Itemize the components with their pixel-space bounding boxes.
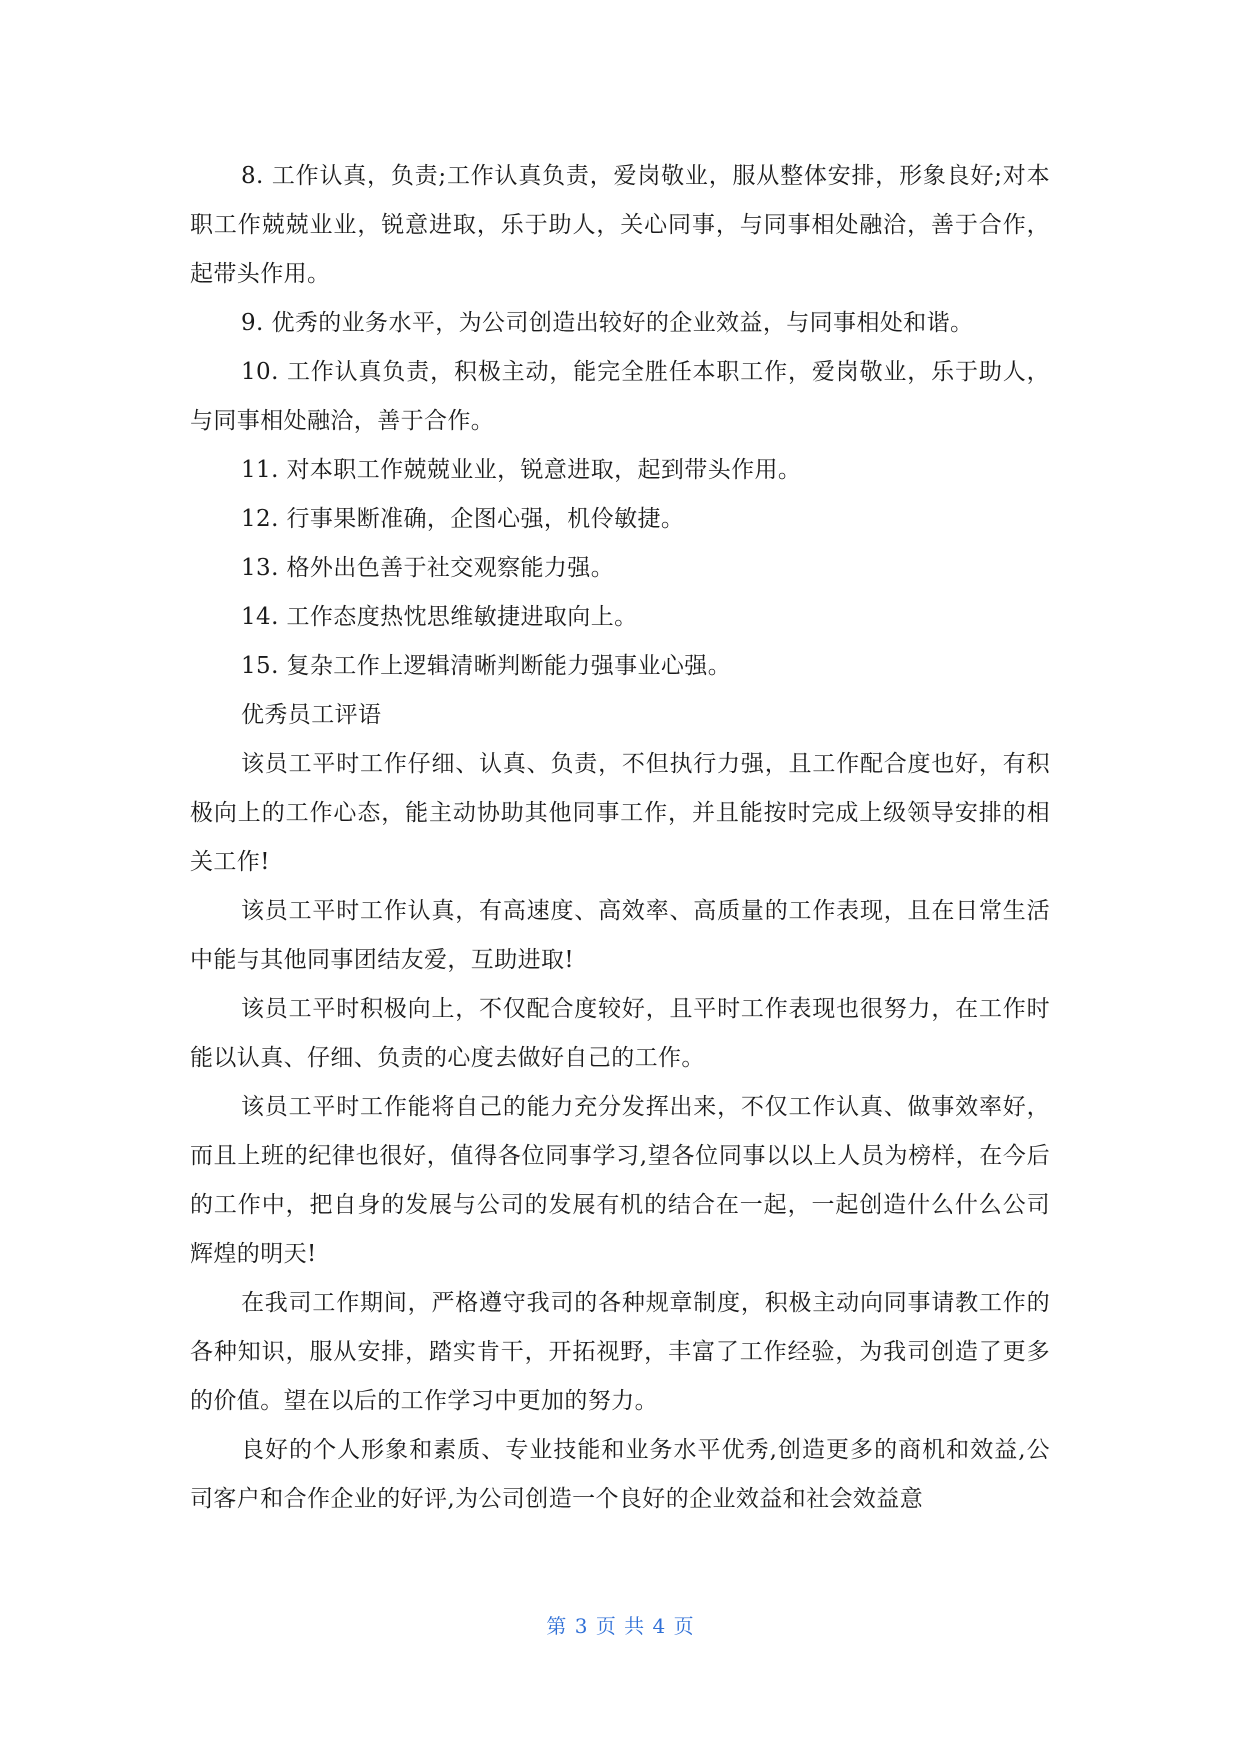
document-body: [190, 152, 1050, 1524]
comment-paragraph: 良好的个人形象和素质、专业技能和业务水平优秀,创造更多的商机和效益,公司客户和合作企业的好评,为公司创造一个良好的企业效益和社会效益意: [190, 1437, 1050, 1512]
comment-paragraph: 该员工平时积极向上，不仅配合度较好，且平时工作表现也很努力，在工作时能以认真、仔细、负责的心度去做好自己的工作。: [190, 996, 1050, 1071]
list-item-12: 12. 行事果断准确，企图心强，机伶敏捷。: [241, 506, 685, 532]
comment-paragraph: 该员工平时工作能将自己的能力充分发挥出来，不仅工作认真、做事效率好，而且上班的纪律也很好，值得各位同事学习,望各位同事以以上人员为榜样，在今后的工作中，把自身的发展与公司的发展有机的结合在一起，一起创造什么什么公司辉煌的明天!: [190, 1094, 1050, 1267]
page-footer: [0, 1610, 1241, 1639]
list-item-13: 13. 格外出色善于社交观察能力强。: [241, 555, 615, 581]
list-item-14: 14. 工作态度热忱思维敏捷进取向上。: [241, 604, 638, 630]
list-item-11: 11. 对本职工作兢兢业业，锐意进取，起到带头作用。: [241, 457, 802, 483]
page-number: 第 3 页 共 4 页: [546, 1614, 695, 1638]
comment-paragraph: 该员工平时工作认真，有高速度、高效率、高质量的工作表现，且在日常生活中能与其他同事团结友爱，互助进取!: [190, 898, 1050, 973]
section-heading: 优秀员工评语: [241, 702, 382, 728]
list-item-8: 8. 工作认真，负责;工作认真负责，爱岗敬业，服从整体安排，形象良好;对本职工作兢兢业业，锐意进取，乐于助人，关心同事，与同事相处融洽，善于合作，起带头作用。: [190, 163, 1050, 287]
list-item-10: 10. 工作认真负责，积极主动，能完全胜任本职工作，爱岗敬业，乐于助人，与同事相处融洽，善于合作。: [190, 359, 1050, 434]
comment-paragraph: 在我司工作期间，严格遵守我司的各种规章制度，积极主动向同事请教工作的各种知识，服从安排，踏实肯干，开拓视野，丰富了工作经验，为我司创造了更多的价值。望在以后的工作学习中更加的努力。: [190, 1290, 1050, 1414]
list-item-15: 15. 复杂工作上逻辑清晰判断能力强事业心强。: [241, 653, 732, 679]
list-item-9: 9. 优秀的业务水平，为公司创造出较好的企业效益，与同事相处和谐。: [241, 310, 974, 336]
comment-paragraph: 该员工平时工作仔细、认真、负责，不但执行力强，且工作配合度也好，有积极向上的工作心态，能主动协助其他同事工作，并且能按时完成上级领导安排的相关工作!: [190, 751, 1050, 875]
